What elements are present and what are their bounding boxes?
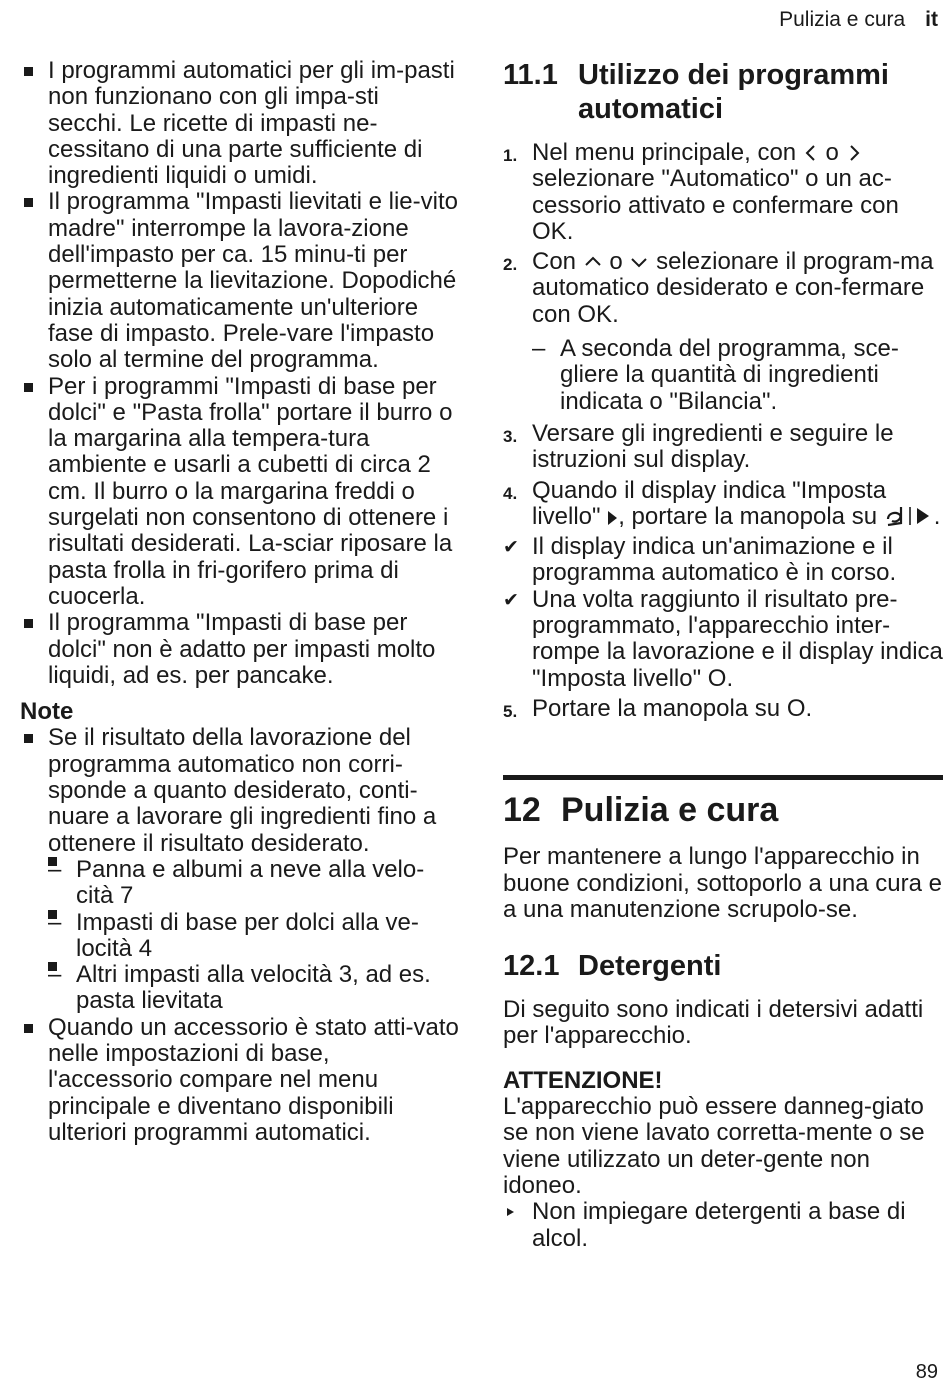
- warning-text: L'apparecchio può essere danneg-giato se non viene lavato corretta-mente o se viene utilizzato un deter-gente non idoneo.: [503, 1093, 925, 1199]
- note-text: Se il risultato della lavorazione del programma automatico non corri-sponde a quanto desiderato, conti-nuare a lavorare gli ingredienti fino a ottenere il risultato desiderato.: [48, 724, 437, 857]
- step-text: Nel menu principale, con o selezionare "Automatico" o un ac-cessorio attivato e confermare con OK.: [532, 139, 899, 245]
- list-item: Per i programmi "Impasti di base per dolci" e "Pasta frolla" portare il burro o la margarina alla tempera-tura ambiente e usarli a cubetti di circa 2 cm. Il burro o la margarina freddi o surgelati non consentono di ottenere i risultati desiderati. La-sciar riposare la pasta frolla in fri-gorifero prima di cuocerla.: [20, 374, 460, 611]
- bullet-list: [20, 58, 460, 689]
- step-number: 2.: [503, 255, 518, 275]
- list-item: – Impasti di base per dolci alla ve-locità 4: [48, 910, 460, 963]
- step-text: Quando il display indica "Imposta livello" , portare la manopola su .: [532, 476, 941, 530]
- chevron-right-icon: [846, 143, 862, 163]
- list-item: [20, 725, 460, 1014]
- step-text: Versare gli ingredienti e seguire le istruzioni sul display.: [532, 419, 894, 474]
- action-list: [503, 1199, 943, 1252]
- step-item: [503, 140, 943, 245]
- list-item: – Panna e albumi a neve alla velo-cità 7: [48, 857, 460, 910]
- chapter-section: [503, 775, 943, 1252]
- play-triangle-icon: [607, 509, 618, 527]
- chevron-down-icon: [629, 252, 649, 272]
- header-language: it: [925, 8, 938, 31]
- result-text: Il display indica un'animazione e il programma automatico è in corso.: [532, 533, 897, 587]
- step-number: 1.: [503, 146, 518, 165]
- list-item: – Altri impasti alla velocità 3, ad es. pasta lievitata: [48, 962, 460, 1015]
- chapter-heading: [503, 790, 943, 830]
- section-text: Di seguito sono indicati i detersivi adatti per l'apparecchio.: [503, 996, 924, 1050]
- chevron-up-icon: [583, 252, 603, 272]
- step-text: Con o selezionare il program-ma automatico desiderato e con-fermare con OK.: [532, 248, 934, 328]
- section-heading: [503, 58, 943, 126]
- section-number: 11.1: [503, 59, 558, 91]
- section-title: Utilizzo dei programmi automatici: [578, 59, 889, 125]
- step-number: 3.: [503, 426, 518, 446]
- steps-list: [503, 140, 943, 328]
- chapter-number: 12: [503, 791, 541, 830]
- ok-key: OK: [532, 217, 567, 245]
- list-item: Non impiegare detergenti a base di alcol.: [503, 1199, 943, 1252]
- steps-list-continued: [503, 421, 943, 725]
- step-substep-list: [503, 336, 943, 415]
- note-heading: Note: [20, 698, 74, 726]
- step-item: [503, 421, 943, 474]
- section-heading: [503, 949, 943, 983]
- list-item: Il programma "Impasti lievitati e lie-vito madre" interrompe la lavora-zione dell'impasto per ca. 15 minu-ti per permetterne la lievitazione. Dopodiché inizia automaticamente un'ulteriore fase di impasto. Prele-vare l'impasto solo al termine del programma.: [20, 189, 460, 373]
- dough-hook-level-icon: [884, 505, 934, 527]
- step-item: [503, 478, 943, 531]
- result-item: [503, 587, 943, 692]
- step-text: Portare la manopola su O.: [532, 694, 813, 722]
- header-section: Pulizia e cura: [779, 8, 906, 31]
- right-column: [503, 58, 943, 1252]
- chapter-title: Pulizia e cura: [561, 791, 779, 830]
- chapter-intro: Per mantenere a lungo l'apparecchio in buone condizioni, sottoporlo a una cura e a una manutenzione scrupolo-se.: [503, 843, 942, 923]
- step-item: [503, 249, 943, 328]
- result-item: [503, 534, 943, 587]
- result-text: Una volta raggiunto il risultato pre-programmato, l'apparecchio inter-rompe la lavorazione e il display indica "Imposta livello" O.: [532, 585, 943, 692]
- left-column: [20, 58, 460, 1146]
- ok-key: OK: [577, 300, 613, 328]
- section-title: Detergenti: [578, 950, 722, 983]
- check-icon: ✔: [503, 537, 519, 559]
- list-item: – A seconda del programma, sce-gliere la quantità di ingredienti indicata o "Bilancia".: [532, 336, 943, 415]
- step-item: [503, 696, 943, 725]
- zero-position: O: [786, 694, 806, 722]
- warning-heading: ATTENZIONE!: [503, 1066, 663, 1094]
- page-header: [779, 8, 938, 32]
- list-item: Il programma "Impasti di base per dolci" non è adatto per impasti molto liquidi, ad es. per pancake.: [20, 610, 460, 689]
- page-number: 89: [915, 1361, 938, 1383]
- check-icon: ✔: [503, 589, 519, 611]
- step-number: 4.: [503, 483, 518, 503]
- section-number: 12.1: [503, 950, 560, 983]
- chevron-left-icon: [803, 143, 819, 163]
- list-item: Quando un accessorio è stato atti-vato nelle impostazioni di base, l'accessorio compare nel menu principale e diventano disponibili ulteriori programmi automatici.: [20, 1015, 460, 1146]
- step-number: 5.: [503, 701, 518, 721]
- note-list: [20, 725, 460, 1146]
- speed-list: [48, 857, 460, 1015]
- list-item: I programmi automatici per gli im-pasti non funzionano con gli impa-sti secchi. Le ricette di impasti ne-cessitano di una parte sufficiente di ingredienti liquidi o umidi.: [20, 58, 460, 189]
- zero-position: O: [707, 664, 727, 692]
